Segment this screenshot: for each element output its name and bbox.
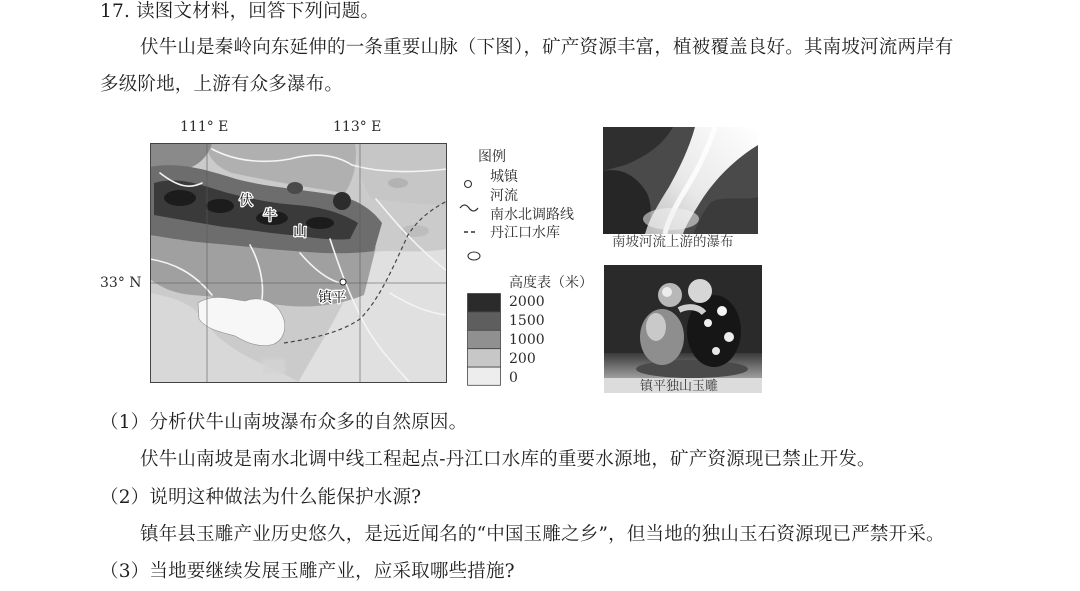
sub-question-material: 伏牛山南坡是南水北调中线工程起点-丹江口水库的重要水源地，矿产资源现已禁止开发。 [140, 449, 876, 470]
longitude-label: 113° E [333, 119, 382, 135]
legend-item-label: 河流 [490, 188, 518, 204]
town-marker-icon [340, 279, 346, 285]
sub-question-prompt: （2）说明这种做法为什么能保护水源? [100, 487, 422, 508]
legend-title: 图例 [478, 149, 506, 165]
longitude-label: 111° E [180, 119, 229, 135]
elevation-swatch [468, 367, 501, 385]
elevation-level-label: 1000 [509, 332, 545, 348]
jade-carving-photo [604, 265, 762, 393]
legend-item-label: 丹江口水库 [490, 225, 560, 241]
legend-item-label: 城镇 [490, 169, 518, 185]
mountain-label-char: 伏 [239, 193, 253, 209]
intro-text-line: 多级阶地，上游有众多瀑布。 [100, 74, 344, 95]
elevation-level-label: 0 [509, 370, 518, 386]
elevation-level-label: 200 [509, 351, 536, 367]
elevation-swatch [468, 349, 501, 367]
blurred-mark [262, 359, 285, 374]
waterfall-photo [603, 127, 758, 234]
photo-caption: 南坡河流上游的瀑布 [612, 234, 734, 250]
circle-icon [465, 181, 472, 188]
elevation-level-label: 2000 [509, 294, 545, 310]
elevation-swatches [467, 293, 501, 386]
question-header: 17. 读图文材料，回答下列问题。 [100, 1, 380, 22]
sub-question-material: 镇年县玉雕产业历史悠久，是远近闻名的“中国玉雕之乡”，但当地的独山玉石资源现已严禁开采。 [140, 524, 945, 545]
wave-line-icon [460, 205, 478, 211]
town-label: 镇平 [318, 290, 346, 306]
elevation-scale-title: 高度表（米） [509, 275, 593, 291]
mountain-label-char: 牛 [263, 208, 277, 224]
ellipse-icon [468, 252, 480, 260]
sub-question-prompt: （3）当地要继续发展玉雕产业，应采取哪些措施? [100, 561, 515, 582]
latitude-label: 33° N [100, 275, 142, 291]
topographic-map [150, 143, 447, 383]
elevation-swatch [468, 330, 501, 348]
elevation-swatch [468, 294, 501, 312]
legend-item-label: 南水北调路线 [490, 207, 574, 223]
photo-caption: 镇平独山玉雕 [640, 379, 719, 394]
mountain-label-char: 山 [293, 224, 307, 240]
sub-question-prompt: （1）分析伏牛山南坡瀑布众多的自然原因。 [100, 412, 468, 433]
legend-symbols [458, 175, 488, 265]
elevation-swatch [468, 312, 501, 330]
elevation-level-label: 1500 [509, 313, 545, 329]
intro-text-line: 伏牛山是秦岭向东延伸的一条重要山脉（下图），矿产资源丰富，植被覆盖良好。其南坡河流两岸有 [140, 37, 954, 58]
